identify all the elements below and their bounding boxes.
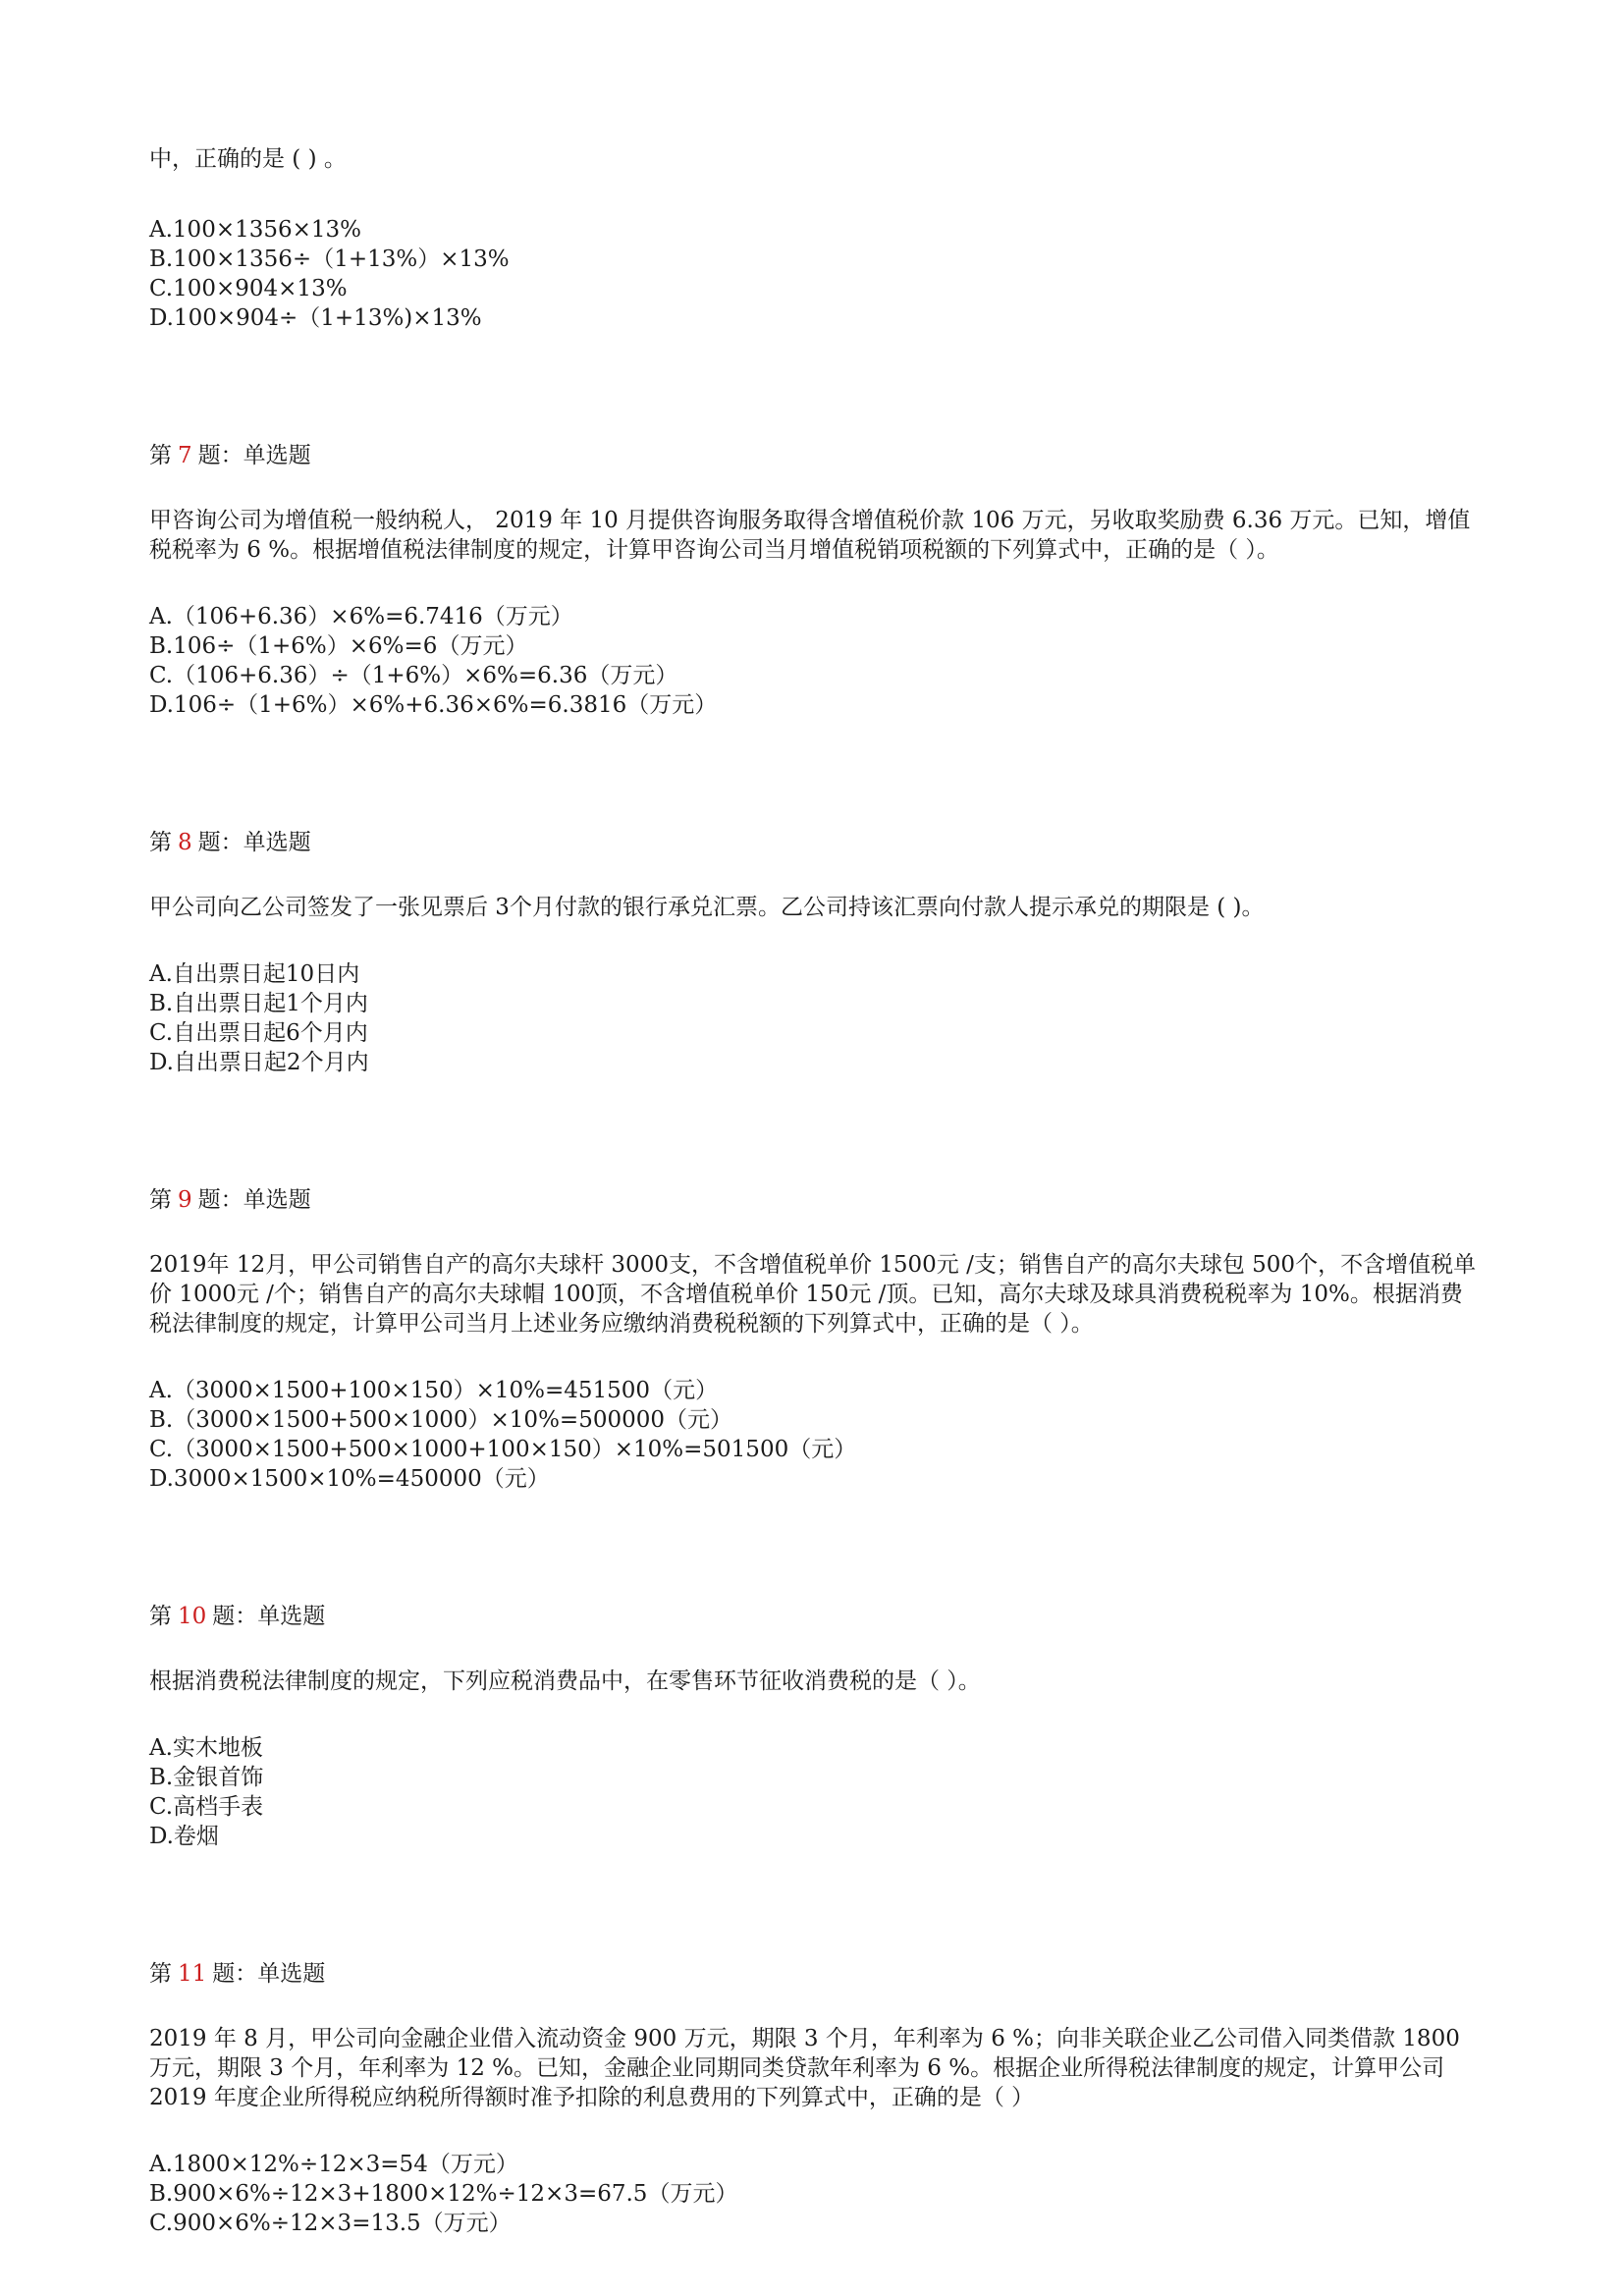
- question-7: [149, 441, 1485, 720]
- option-b: B.900×6%÷12×3+1800×12%÷12×3=67.5（万元）: [149, 2181, 738, 2207]
- question-stem: 中，正确的是 ( ) 。: [149, 146, 347, 172]
- option-list: [149, 215, 1485, 333]
- option-b: B.106÷（1+6%）×6%=6（万元）: [149, 633, 528, 659]
- option-c: C.100×904×13%: [149, 276, 348, 301]
- question-header: [149, 1185, 1485, 1215]
- question-11: [149, 1959, 1485, 2238]
- option-d: D.106÷（1+6%）×6%+6.36×6%=6.3816（万元）: [149, 692, 718, 718]
- option-list: [149, 602, 1485, 720]
- option-a: A.自出票日起10日内: [149, 961, 360, 987]
- option-a: A.1800×12%÷12×3=54（万元）: [149, 2152, 518, 2177]
- question-header: [149, 1602, 1485, 1631]
- option-d: D.100×904÷（1+13%)×13%: [149, 305, 482, 331]
- question-number: 11: [178, 1961, 207, 1987]
- option-c: C.900×6%÷12×3=13.5（万元）: [149, 2211, 512, 2236]
- continued-question: [149, 144, 1485, 333]
- question-header: [149, 828, 1485, 857]
- document-page: [149, 144, 1485, 2238]
- question-9: [149, 1185, 1485, 1494]
- option-d: D.自出票日起2个月内: [149, 1050, 369, 1075]
- option-b: B.金银首饰: [149, 1765, 264, 1790]
- option-a: A.（106+6.36）×6%=6.7416（万元）: [149, 604, 573, 629]
- question-stem: 甲咨询公司为增值税一般纳税人， 2019 年 10 月提供咨询服务取得含增值税价款 106 万元，另收取奖励费 6.36 万元。已知，增值税税率为 6 %。根据增值税法律制度的规定，计算甲咨询公司当月增值税销项税额的下列算式中，正确的是（ ）。: [149, 508, 1471, 563]
- question-stem: 2019年 12月，甲公司销售自产的高尔夫球杆 3000支，不含增值税单价 1500元 /支；销售自产的高尔夫球包 500个，不含增值税单价 1000元 /个；销售自产的高尔夫球帽 100顶，不含增值税单价 150元 /顶。已知，高尔夫球及球具消费税税率为 10%。根据消费税法律制度的规定，计算甲公司当月上述业务应缴纳消费税税额的下列算式中，正确的是（ ）。: [149, 1252, 1477, 1337]
- question-prefix: 第: [149, 443, 172, 468]
- question-8: [149, 828, 1485, 1077]
- question-stem: 根据消费税法律制度的规定，下列应税消费品中，在零售环节征收消费税的是（ ）。: [149, 1668, 981, 1694]
- question-10: [149, 1602, 1485, 1851]
- option-c: C.自出票日起6个月内: [149, 1020, 368, 1046]
- option-a: A.100×1356×13%: [149, 217, 362, 243]
- question-type: 题：单选题: [197, 1187, 311, 1213]
- question-stem: 2019 年 8 月，甲公司向金融企业借入流动资金 900 万元，期限 3 个月，年利率为 6 %；向非关联企业乙公司借入同类借款 1800 万元，期限 3 个月，年利率为 12 %。已知，金融企业同期同类贷款年利率为 6 %。根据企业所得税法律制度的规定，计算甲公司 2019 年度企业所得税应纳税所得额时准予扣除的利息费用的下列算式中，正确的是（ ）: [149, 2026, 1460, 2110]
- question-number: 9: [178, 1187, 192, 1213]
- option-d: D.卷烟: [149, 1824, 219, 1849]
- question-prefix: 第: [149, 1187, 172, 1213]
- question-prefix: 第: [149, 1604, 172, 1629]
- question-header: [149, 1959, 1485, 1989]
- question-type: 题：单选题: [212, 1604, 326, 1629]
- option-a: A.实木地板: [149, 1735, 263, 1761]
- option-list: [149, 1376, 1485, 1494]
- question-type: 题：单选题: [197, 830, 311, 855]
- option-list: [149, 959, 1485, 1077]
- question-stem: 甲公司向乙公司签发了一张见票后 3个月付款的银行承兑汇票。乙公司持该汇票向付款人提示承兑的期限是 ( )。: [149, 895, 1265, 920]
- question-type: 题：单选题: [197, 443, 311, 468]
- option-list: [149, 2150, 1485, 2238]
- question-prefix: 第: [149, 830, 172, 855]
- option-b: B.100×1356÷（1+13%）×13%: [149, 246, 510, 272]
- question-number: 8: [178, 830, 192, 855]
- question-type: 题：单选题: [212, 1961, 326, 1987]
- option-b: B.自出票日起1个月内: [149, 991, 368, 1016]
- question-header: [149, 441, 1485, 470]
- option-list: [149, 1733, 1485, 1851]
- option-b: B.（3000×1500+500×1000）×10%=500000（元）: [149, 1407, 732, 1433]
- question-number: 7: [178, 443, 192, 468]
- question-number: 10: [178, 1604, 207, 1629]
- option-c: C.（3000×1500+500×1000+100×150）×10%=501500（元）: [149, 1437, 857, 1462]
- option-c: C.高档手表: [149, 1794, 264, 1820]
- option-d: D.3000×1500×10%=450000（元）: [149, 1466, 550, 1492]
- option-a: A.（3000×1500+100×150）×10%=451500（元）: [149, 1378, 719, 1403]
- option-c: C.（106+6.36）÷（1+6%）×6%=6.36（万元）: [149, 663, 678, 688]
- question-prefix: 第: [149, 1961, 172, 1987]
